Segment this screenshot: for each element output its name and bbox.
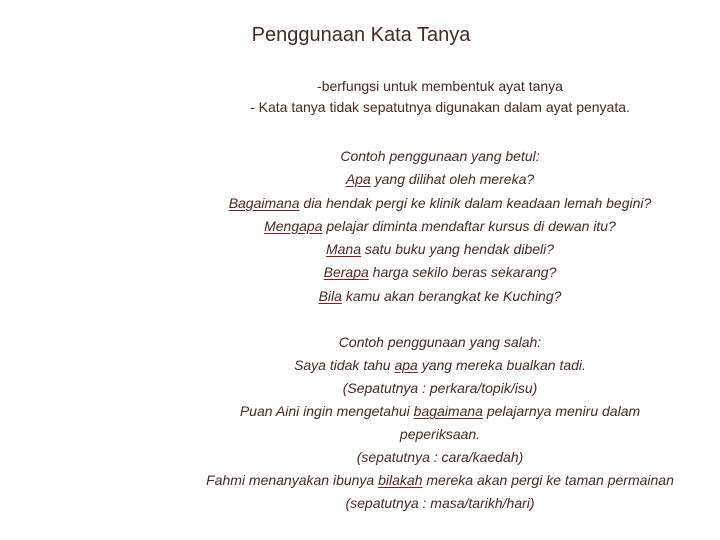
correct-example bbox=[160, 192, 720, 215]
example-text: yang mereka bualkan tadi. bbox=[417, 357, 586, 373]
question-word: bilakah bbox=[378, 472, 423, 488]
correct-example bbox=[160, 168, 720, 191]
example-text: Fahmi menanyakan ibunya bbox=[206, 472, 379, 488]
example-text: kamu akan berangkat ke Kuching? bbox=[341, 287, 562, 304]
example-text: dia hendak pergi ke klinik dalam keadaan lemah begini? bbox=[299, 194, 652, 211]
intro-line-2: - Kata tanya tidak sepatutnya digunakan dalam ayat penyata. bbox=[250, 99, 630, 115]
intro-line-1: -berfungsi untuk membentuk ayat tanya bbox=[317, 78, 563, 94]
example-text: Puan Aini ingin mengetahui bbox=[239, 403, 414, 419]
example-text: satu buku yang hendak dibeli? bbox=[360, 241, 555, 258]
incorrect-example-3 bbox=[150, 469, 720, 492]
incorrect-example-2-cont: peperiksaan. bbox=[399, 426, 481, 442]
incorrect-examples bbox=[150, 331, 720, 515]
incorrect-heading: Contoh penggunaan yang salah: bbox=[338, 334, 542, 350]
example-text: pelajar diminta mendaftar kursus di dewan itu? bbox=[322, 217, 616, 234]
incorrect-example-2 bbox=[150, 400, 720, 423]
correct-example bbox=[160, 238, 720, 261]
correction-note-2: (sepatutnya : cara/kaedah) bbox=[356, 449, 524, 465]
question-word: Apa bbox=[345, 171, 371, 188]
correct-example bbox=[160, 285, 720, 308]
example-text: pelajarnya meniru dalam bbox=[482, 403, 641, 419]
example-text: harga sekilo beras sekarang? bbox=[368, 264, 557, 281]
correct-heading: Contoh penggunaan yang betul: bbox=[340, 148, 540, 164]
question-word: Mengapa bbox=[264, 217, 323, 234]
correct-example bbox=[160, 215, 720, 238]
correct-example bbox=[160, 261, 720, 284]
question-word: Berapa bbox=[323, 264, 369, 281]
example-text: yang dilihat oleh mereka? bbox=[370, 171, 535, 188]
correction-note-3: (sepatutnya : masa/tarikh/hari) bbox=[345, 495, 535, 511]
page-title: Penggunaan Kata Tanya bbox=[251, 24, 471, 46]
question-word: Bagaimana bbox=[228, 194, 300, 211]
question-word: apa bbox=[394, 357, 418, 373]
example-text: Saya tidak tahu bbox=[294, 357, 395, 373]
example-text: mereka akan pergi ke taman permainan bbox=[422, 472, 674, 488]
question-word: Mana bbox=[325, 241, 361, 258]
intro-text bbox=[180, 76, 700, 118]
incorrect-example-1 bbox=[150, 354, 720, 377]
correct-examples bbox=[160, 145, 720, 308]
question-word: bagaimana bbox=[413, 403, 483, 419]
question-word: Bila bbox=[318, 287, 342, 304]
correction-note-1: (Sepatutnya : perkara/topik/isu) bbox=[342, 380, 538, 396]
